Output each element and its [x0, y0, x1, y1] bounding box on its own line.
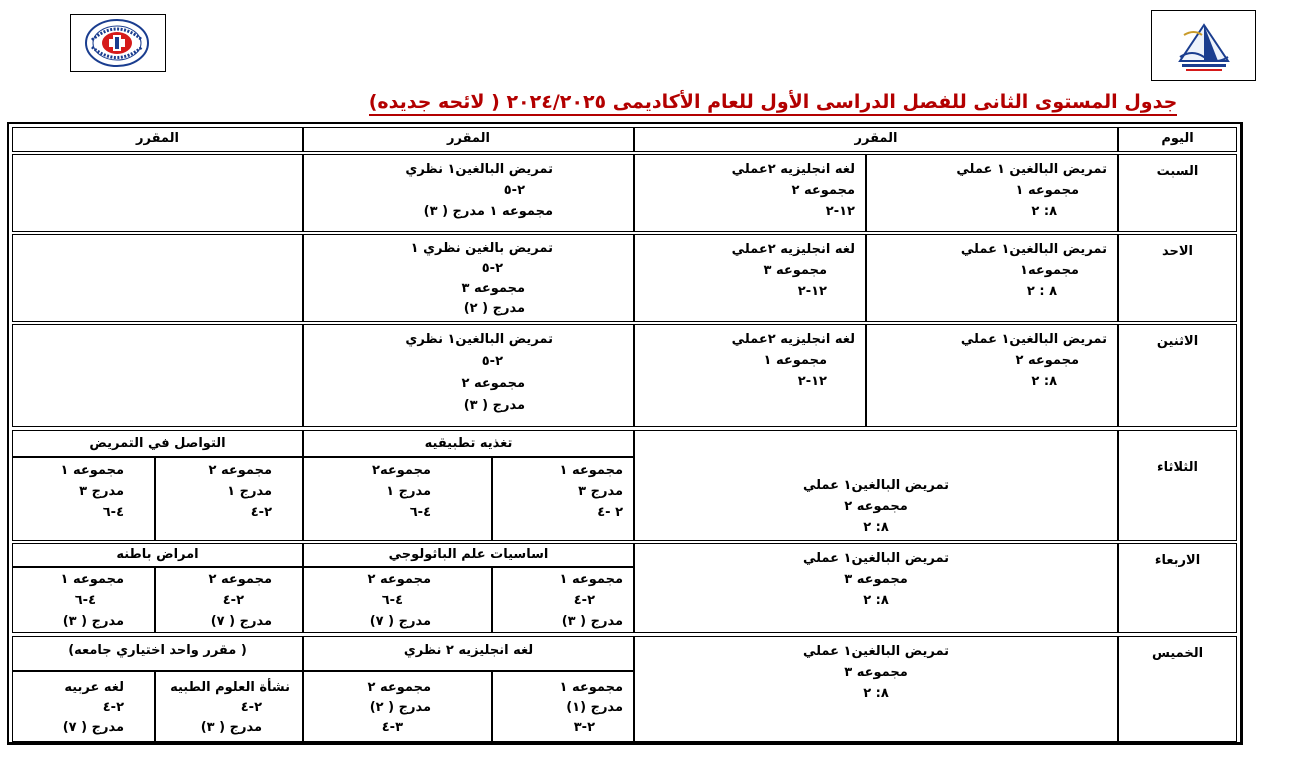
- sat-english-practical: [634, 154, 866, 232]
- thu-english-theory-title: لغه انجليزيه ٢ نظري: [303, 636, 634, 671]
- group: مجموعه ٢: [844, 499, 908, 514]
- faculty-logo-box: [70, 14, 166, 72]
- hall: مدرج ( ٧): [369, 614, 431, 629]
- group: مجموعه ١: [60, 572, 124, 587]
- course-name: تمريض البالغين ١ عملي: [956, 162, 1107, 177]
- group: مجموعه ١: [559, 572, 623, 587]
- hall: مدرج ( ٧): [210, 614, 272, 629]
- thu-elective-arabic: [12, 671, 155, 742]
- wed-pathology-group-1: [492, 567, 634, 633]
- course-name: تمريض البالغين١ عملي: [960, 332, 1107, 347]
- time: ١٢-٢: [797, 374, 827, 389]
- day-sunday: الاحد: [1118, 234, 1237, 322]
- hall: مدرج ( ٣): [561, 614, 623, 629]
- hall: مدرج (١): [566, 700, 623, 715]
- tue-communication-title: التواصل في التمريض: [12, 430, 303, 457]
- mon-empty: [12, 324, 303, 427]
- group: مجموعه ١: [60, 463, 124, 478]
- time: ٢-٤: [102, 700, 124, 715]
- tue-communication-group-2: [155, 457, 303, 541]
- thu-elective-title: ( مقرر واحد اختياري جامعه): [12, 636, 303, 671]
- group: مجموعه ٣: [844, 665, 908, 680]
- hall: مدرج ( ٣): [463, 398, 525, 413]
- course-name: لغه عربيه: [64, 680, 124, 695]
- group: مجموعه ٢: [367, 572, 431, 587]
- wed-adult-nursing-practical: [634, 543, 1118, 633]
- time: ٨: ٢: [1031, 204, 1057, 219]
- wed-internal-medicine-title: امراض باطنه: [12, 543, 303, 567]
- time: ٤-٦: [381, 593, 403, 608]
- time: ٣-٤: [381, 720, 403, 735]
- time: ٢-٥: [481, 354, 503, 369]
- mon-english-practical: [634, 324, 866, 427]
- tue-nutrition-group-1: [492, 457, 634, 541]
- course-name: لغه انجليزيه ٢عملي: [731, 332, 855, 347]
- group: مجموعه ٣: [461, 281, 525, 296]
- group: مجموعه ٣: [844, 572, 908, 587]
- time: ١٢-٢: [825, 204, 855, 219]
- thu-elective-medical-history: [155, 671, 303, 742]
- wed-internal-medicine-group-1: [12, 567, 155, 633]
- schedule-table: [7, 122, 1243, 745]
- group: مجموعه ٣: [763, 263, 827, 278]
- course-name: نشأة العلوم الطبيه: [170, 680, 290, 695]
- time: ٤-٦: [409, 505, 431, 520]
- hall: مدرج ١: [227, 484, 272, 499]
- group: مجموعه ١: [559, 463, 623, 478]
- sun-adult-nursing-practical: [866, 234, 1118, 322]
- day-thursday: الخميس: [1118, 636, 1237, 742]
- time: ١٢-٢: [797, 284, 827, 299]
- group: مجموعه ٢: [1015, 353, 1079, 368]
- course-name: تمريض البالغين١ عملي: [802, 478, 950, 493]
- group: مجموعه ١: [763, 353, 827, 368]
- page-title-text: جدول المستوى الثانى للفصل الدراسى الأول للعام الأكاديمى ٢٠٢٤/٢٠٢٥ ( لائحه جديده): [369, 90, 1178, 116]
- time: ٢-٥: [481, 261, 503, 276]
- time: ٢-٤: [573, 593, 595, 608]
- group: مجموعه ٢: [461, 376, 525, 391]
- sun-empty: [12, 234, 303, 322]
- page-title: [0, 90, 1316, 116]
- course-name: لغه انجليزيه ٢عملي: [731, 162, 855, 177]
- time: ٨: ٢: [863, 686, 889, 701]
- tue-adult-nursing-practical: [634, 430, 1118, 541]
- hall: مدرج ٣: [578, 484, 623, 499]
- university-logo-box: [1151, 10, 1256, 81]
- day-wednesday: الاربعاء: [1118, 543, 1237, 633]
- course-name: لغه انجليزيه ٢عملي: [731, 242, 855, 257]
- time: ٢-٤: [240, 700, 262, 715]
- thu-adult-nursing-practical: [634, 636, 1118, 742]
- thu-english-theory-group-2: [303, 671, 492, 742]
- day-monday: الاثنين: [1118, 324, 1237, 427]
- hall: مدرج ١: [386, 484, 431, 499]
- day-tuesday: الثلاثاء: [1118, 430, 1237, 541]
- group-hall: مجموعه ١ مدرج ( ٣): [423, 204, 553, 219]
- tue-nutrition-group-2: [303, 457, 492, 541]
- time: ٢-٥: [503, 183, 525, 198]
- time: ٨ : ٢: [1026, 284, 1057, 299]
- group: مجموعه١: [1020, 263, 1079, 278]
- wed-pathology-group-2: [303, 567, 492, 633]
- time: ٢ -٤: [597, 505, 623, 520]
- tue-nutrition-title: تغذيه تطبيقيه: [303, 430, 634, 457]
- group: مجموعه ٢: [208, 463, 272, 478]
- header-course-3: المقرر: [12, 127, 303, 152]
- header-day: اليوم: [1118, 127, 1237, 152]
- time: ٢-٤: [250, 505, 272, 520]
- sat-adult-nursing-practical: [866, 154, 1118, 232]
- sat-empty: [12, 154, 303, 232]
- time: ٢-٤: [222, 593, 244, 608]
- group: مجموعه ٢: [208, 572, 272, 587]
- time: ٤-٦: [102, 505, 124, 520]
- day-saturday: السبت: [1118, 154, 1237, 232]
- hall: مدرج ( ٢): [369, 700, 431, 715]
- time: ٨: ٢: [1031, 374, 1057, 389]
- time: ٢-٣: [573, 720, 595, 735]
- group: مجموعه ١: [559, 680, 623, 695]
- group: مجموعه٢: [372, 463, 431, 478]
- hall: مدرج ٣: [79, 484, 124, 499]
- sun-adult-nursing-theory: [303, 234, 634, 322]
- course-name: تمريض البالغين١ عملي: [802, 644, 950, 659]
- mon-adult-nursing-practical: [866, 324, 1118, 427]
- time: ٨: ٢: [863, 520, 889, 535]
- sat-adult-nursing-theory: [303, 154, 634, 232]
- kafrelsheikh-university-logo-icon: [1174, 21, 1234, 73]
- wed-pathology-title: اساسيات علم الباثولوجي: [303, 543, 634, 567]
- wed-internal-medicine-group-2: [155, 567, 303, 633]
- hall: مدرج ( ٣): [200, 720, 262, 735]
- time: ٤-٦: [74, 593, 96, 608]
- group: مجموعه ١: [1015, 183, 1079, 198]
- group: مجموعه ٢: [791, 183, 855, 198]
- course-name: تمريض البالغين١ عملي: [802, 551, 950, 566]
- header-course-1: المقرر: [634, 127, 1118, 152]
- group: مجموعه ٢: [367, 680, 431, 695]
- mon-adult-nursing-theory: [303, 324, 634, 427]
- hall: مدرج ( ٣): [62, 614, 124, 629]
- course-name: تمريض البالغين١ عملي: [960, 242, 1107, 257]
- course-name: تمريض البالغين١ نظري: [405, 332, 553, 347]
- hall: مدرج ( ٢): [463, 301, 525, 316]
- course-name: تمريض البالغين١ نظري: [405, 162, 553, 177]
- hall: مدرج ( ٧): [62, 720, 124, 735]
- tue-communication-group-1: [12, 457, 155, 541]
- faculty-of-nursing-seal-icon: [84, 18, 150, 68]
- thu-english-theory-group-1: [492, 671, 634, 742]
- course-name: تمريض بالغين نظري ١: [410, 241, 553, 256]
- header-course-2: المقرر: [303, 127, 634, 152]
- sun-english-practical: [634, 234, 866, 322]
- time: ٨: ٢: [863, 593, 889, 608]
